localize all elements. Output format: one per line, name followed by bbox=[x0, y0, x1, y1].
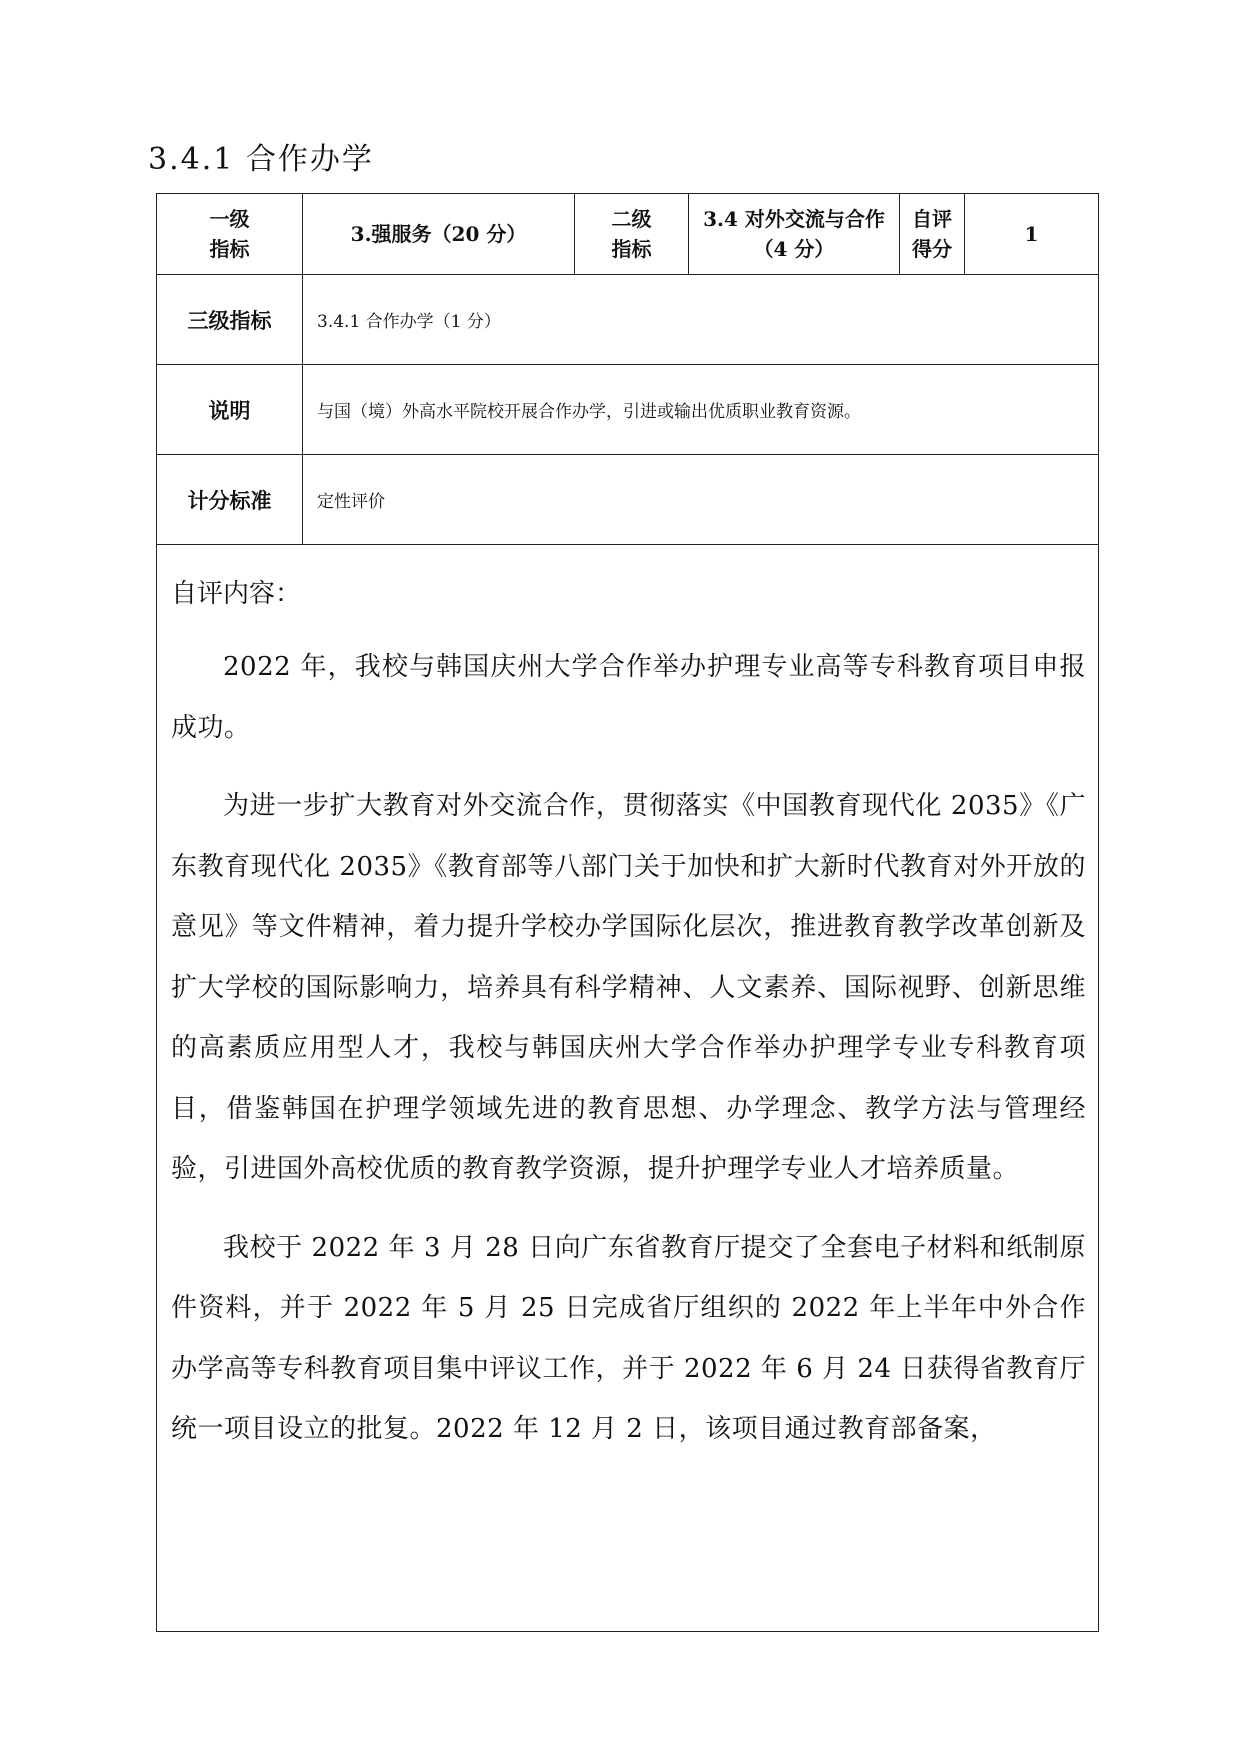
row-label-description: 说明 bbox=[157, 365, 303, 455]
content-paragraph: 2022 年，我校与韩国庆州大学合作举办护理专业高等专科教育项目申报成功。 bbox=[171, 652, 1086, 743]
content-paragraph: 我校于 2022 年 3 月 28 日向广东省教育厅提交了全套电子材料和纸制原件资料，并于 2022 年 5 月 25 日完成省厅组织的 2022 年上半年中外合作办学高等专科教育项目集中评议工作，并于 2022 年 6 月 24 日获得省教育厅统一项目设立的批复。2022 年 12 月 2 日，该项目通过教育部备案， bbox=[171, 1232, 1086, 1444]
table-row bbox=[157, 275, 1099, 365]
content-row bbox=[157, 545, 1099, 1632]
table-row bbox=[157, 365, 1099, 455]
section-title: 3.4.1 合作办学 bbox=[148, 142, 374, 177]
row-value-description: 与国（境）外高水平院校开展合作办学，引进或输出优质职业教育资源。 bbox=[303, 365, 1099, 455]
evaluation-table bbox=[156, 193, 1099, 1632]
row-label-level3: 三级指标 bbox=[157, 275, 303, 365]
table-row bbox=[157, 455, 1099, 545]
row-value-level3: 3.4.1 合作办学（1 分） bbox=[303, 275, 1099, 365]
level1-label: 一级 指标 bbox=[157, 194, 303, 275]
self-score-value: 1 bbox=[965, 194, 1099, 275]
header-row bbox=[157, 194, 1099, 275]
level1-value: 3.强服务（20 分） bbox=[303, 194, 575, 275]
level2-label: 二级 指标 bbox=[575, 194, 689, 275]
row-label-scoring: 计分标准 bbox=[157, 455, 303, 545]
content-lead: 自评内容： bbox=[171, 579, 302, 609]
self-score-label: 自评 得分 bbox=[900, 194, 965, 275]
row-value-scoring: 定性评价 bbox=[303, 455, 1099, 545]
content-paragraph: 为进一步扩大教育对外交流合作，贯彻落实《中国教育现代化 2035》《广东教育现代化 2035》《教育部等八部门关于加快和扩大新时代教育对外开放的意见》等文件精神，着力提升学校办学国际化层次，推进教育教学改革创新及扩大学校的国际影响力，培养具有科学精神、人文素养、国际视野、创新思维的高素质应用型人才，我校与韩国庆州大学合作举办护理学专业专科教育项目，借鉴韩国在护理学领域先进的教育思想、办学理念、教学方法与管理经验，引进国外高校优质的教育教学资源，提升护理学专业人才培养质量。 bbox=[171, 791, 1086, 1184]
self-evaluation-content bbox=[157, 545, 1099, 1632]
level2-value: 3.4 对外交流与合作 （4 分） bbox=[689, 194, 900, 275]
